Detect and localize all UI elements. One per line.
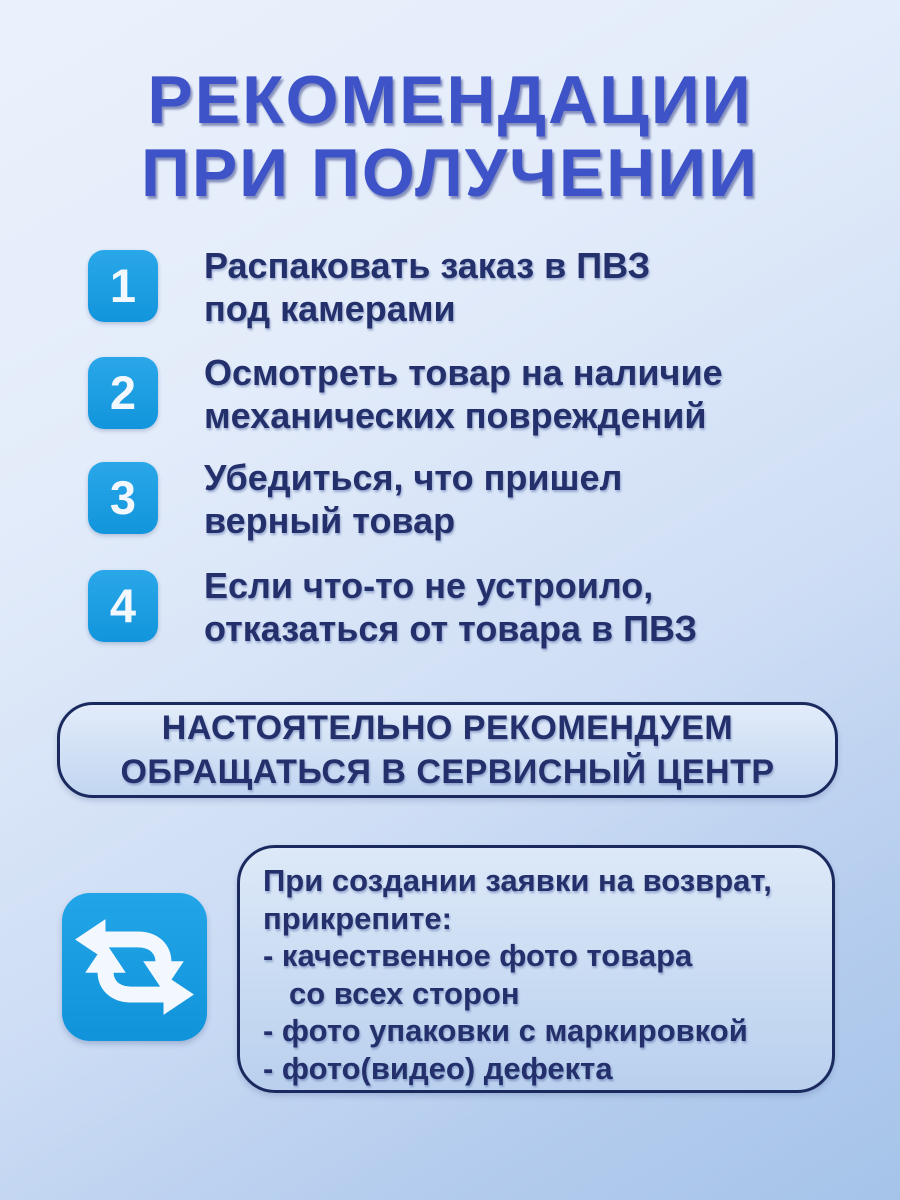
step-1-line-1: Распаковать заказ в ПВЗ — [204, 245, 651, 286]
exchange-arrows-icon — [62, 893, 207, 1041]
step-2-number-badge: 2 — [88, 357, 158, 429]
return-line-5: - фото упаковки с маркировкой — [263, 1013, 748, 1048]
step-3-line-1: Убедиться, что пришел — [204, 457, 623, 498]
return-line-2: прикрепите: — [263, 900, 452, 936]
return-line-1: При создании заявки на возврат, — [263, 863, 772, 898]
page-title-line-2: ПРИ ПОЛУЧЕНИИ — [140, 135, 760, 211]
step-4 — [88, 565, 828, 650]
notice-line-1: НАСТОЯТЕЛЬНО РЕКОМЕНДУЕМ — [161, 709, 734, 747]
exchange-arrows-graphic — [62, 893, 207, 1041]
return-line-4: со всех сторон — [289, 975, 520, 1011]
page-title — [0, 64, 900, 210]
step-1-number-badge: 1 — [88, 250, 158, 322]
step-2 — [88, 352, 828, 437]
step-1-line-2: под камерами — [204, 288, 456, 329]
step-1 — [88, 245, 828, 330]
step-3-text — [204, 456, 828, 542]
step-2-text — [204, 351, 828, 437]
step-4-text — [204, 564, 828, 650]
step-3-line-2: верный товар — [204, 500, 456, 541]
step-4-line-2: отказаться от товара в ПВЗ — [204, 608, 698, 649]
step-3-number-badge: 3 — [88, 462, 158, 534]
page-title-line-1: РЕКОМЕНДАЦИИ — [147, 62, 753, 138]
return-line-3: - качественное фото товара — [263, 938, 693, 973]
step-4-number-badge: 4 — [88, 570, 158, 642]
step-2-line-1: Осмотреть товар на наличие — [204, 352, 723, 393]
step-1-text — [204, 244, 828, 330]
service-center-notice — [57, 702, 838, 798]
return-instructions-box — [237, 845, 835, 1093]
return-line-6: - фото(видео) дефекта — [263, 1050, 613, 1086]
notice-line-2: ОБРАЩАТЬСЯ В СЕРВИСНЫЙ ЦЕНТР — [120, 753, 775, 791]
step-4-line-1: Если что-то не устроило, — [204, 565, 654, 606]
step-3 — [88, 457, 828, 542]
step-2-line-2: механических повреждений — [204, 395, 707, 436]
